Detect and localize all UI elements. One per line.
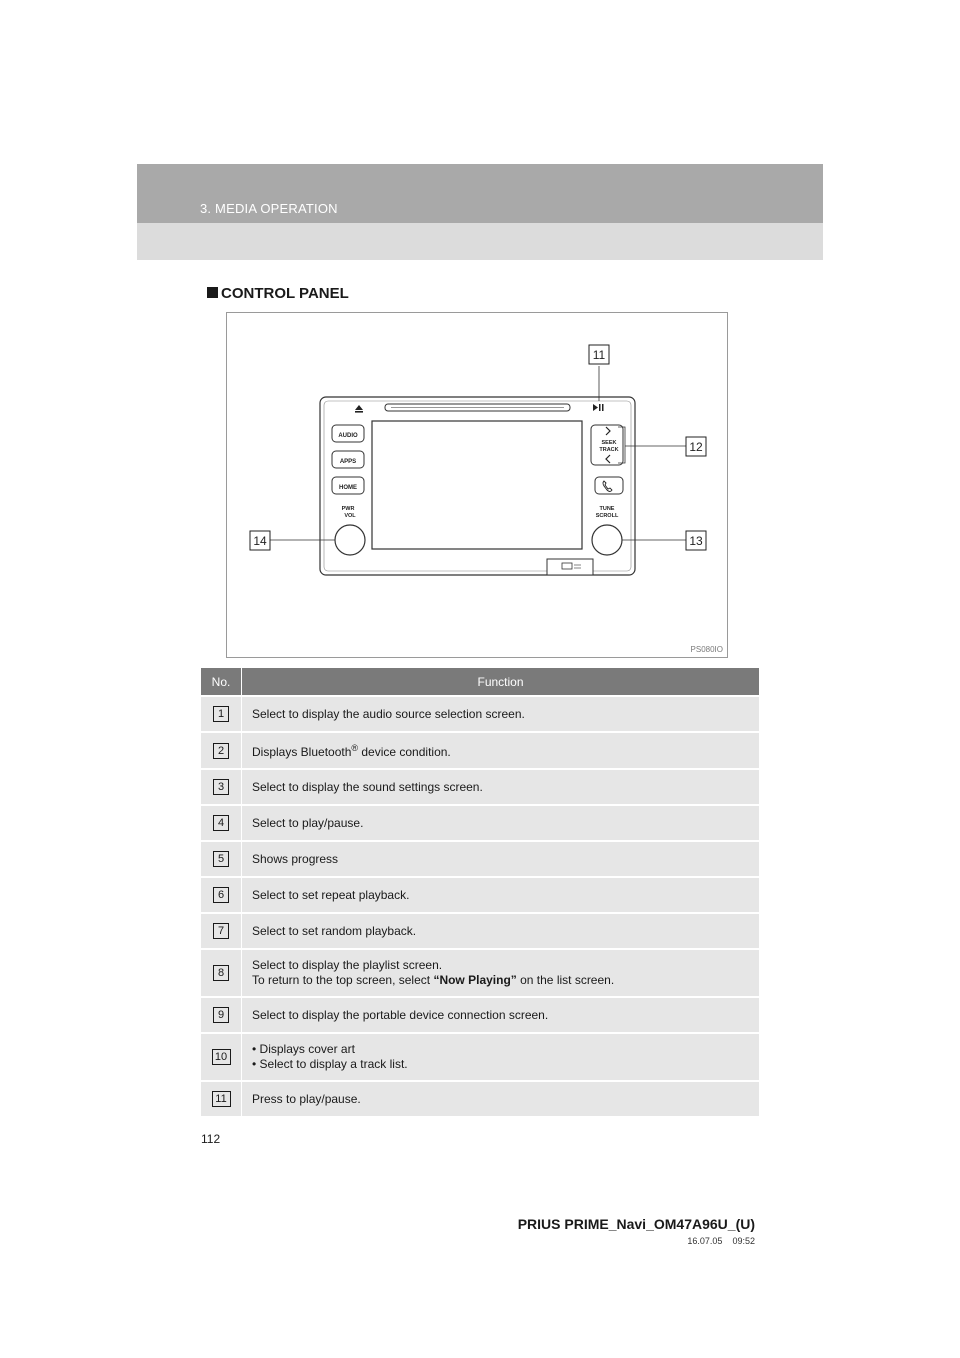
function-table (201, 668, 759, 1116)
row-text-part: To return to the top screen, select (252, 973, 434, 987)
row-description: Select to set random playback. (242, 913, 760, 949)
footer-time: 09:52 (732, 1236, 755, 1246)
row-number: 9 (213, 1007, 229, 1023)
footer-timestamp (687, 1236, 755, 1246)
row-description: Select to display the portable device connection screen. (242, 997, 760, 1033)
row-number: 10 (212, 1049, 231, 1065)
row-description: Shows progress (242, 841, 760, 877)
figure-code: PS080IO (690, 645, 723, 654)
callout-14: 14 (253, 534, 267, 548)
column-header-function: Function (242, 668, 760, 696)
footer-date: 16.07.05 (687, 1236, 723, 1246)
row-description (242, 732, 760, 769)
apps-button-label: APPS (339, 459, 357, 465)
row-description (242, 949, 760, 997)
callout-11: 11 (592, 348, 606, 362)
table-row (201, 1081, 759, 1116)
row-number: 5 (213, 851, 229, 867)
footer-title: PRIUS PRIME_Navi_OM47A96U_(U) (517, 1216, 755, 1232)
page-number: 112 (201, 1132, 221, 1146)
row-description: Press to play/pause. (242, 1081, 760, 1116)
audio-button-label: AUDIO (338, 433, 358, 439)
scroll-label: SCROLL (595, 513, 619, 519)
heading-text: CONTROL PANEL (221, 285, 349, 302)
bullet-item: • Select to display a track list. (252, 1057, 408, 1071)
section-label: 3. MEDIA OPERATION (200, 201, 338, 216)
table-row (201, 913, 759, 949)
row-text-part: device condition. (358, 745, 451, 759)
row-number: 6 (213, 887, 229, 903)
table-row (201, 696, 759, 732)
row-number: 7 (213, 923, 229, 939)
row-description: Select to display the sound settings screen. (242, 769, 760, 805)
row-text-line (252, 973, 749, 988)
table-row (201, 949, 759, 997)
row-number: 1 (213, 706, 229, 722)
table-row (201, 732, 759, 769)
row-text-part: Displays Bluetooth (252, 745, 352, 759)
table-row (201, 997, 759, 1033)
row-description: Select to play/pause. (242, 805, 760, 841)
registered-mark: ® (351, 743, 359, 753)
table-row (201, 877, 759, 913)
bullet-item: • Displays cover art (252, 1042, 355, 1056)
seek-label: SEEK (601, 440, 617, 446)
row-number: 4 (213, 815, 229, 831)
row-number: 3 (213, 779, 229, 795)
bullet-text: Displays cover art (259, 1042, 355, 1056)
column-header-no: No. (201, 668, 242, 696)
row-text-part: on the list screen. (516, 973, 615, 987)
now-playing-label: “Now Playing” (433, 973, 517, 987)
header-top-bar (137, 164, 823, 223)
control-panel-illustration (227, 313, 729, 659)
row-description: Select to set repeat playback. (242, 877, 760, 913)
row-description: Select to display the audio source selection screen. (242, 696, 760, 732)
table-row (201, 805, 759, 841)
pwr-vol-knob[interactable] (335, 525, 365, 555)
vol-label: VOL (344, 513, 356, 519)
tune-label: TUNE (599, 506, 615, 512)
row-description (242, 1033, 760, 1081)
row-number: 11 (212, 1091, 231, 1107)
bullet-text: Select to display a track list. (259, 1057, 408, 1071)
tune-scroll-knob[interactable] (592, 525, 622, 555)
table-row (201, 1033, 759, 1081)
pwr-label: PWR (341, 506, 355, 512)
callout-12: 12 (689, 440, 703, 454)
track-label: TRACK (599, 447, 619, 453)
section-heading (207, 285, 349, 302)
row-number: 2 (213, 743, 229, 759)
home-button-label: HOME (339, 485, 357, 491)
row-number: 8 (213, 965, 229, 981)
callout-13: 13 (689, 534, 703, 548)
table-row (201, 769, 759, 805)
row-text-line: Select to display the playlist screen. (252, 958, 443, 972)
table-row (201, 841, 759, 877)
header-band (137, 164, 823, 260)
square-bullet-icon (207, 287, 218, 298)
control-panel-figure (226, 312, 728, 658)
